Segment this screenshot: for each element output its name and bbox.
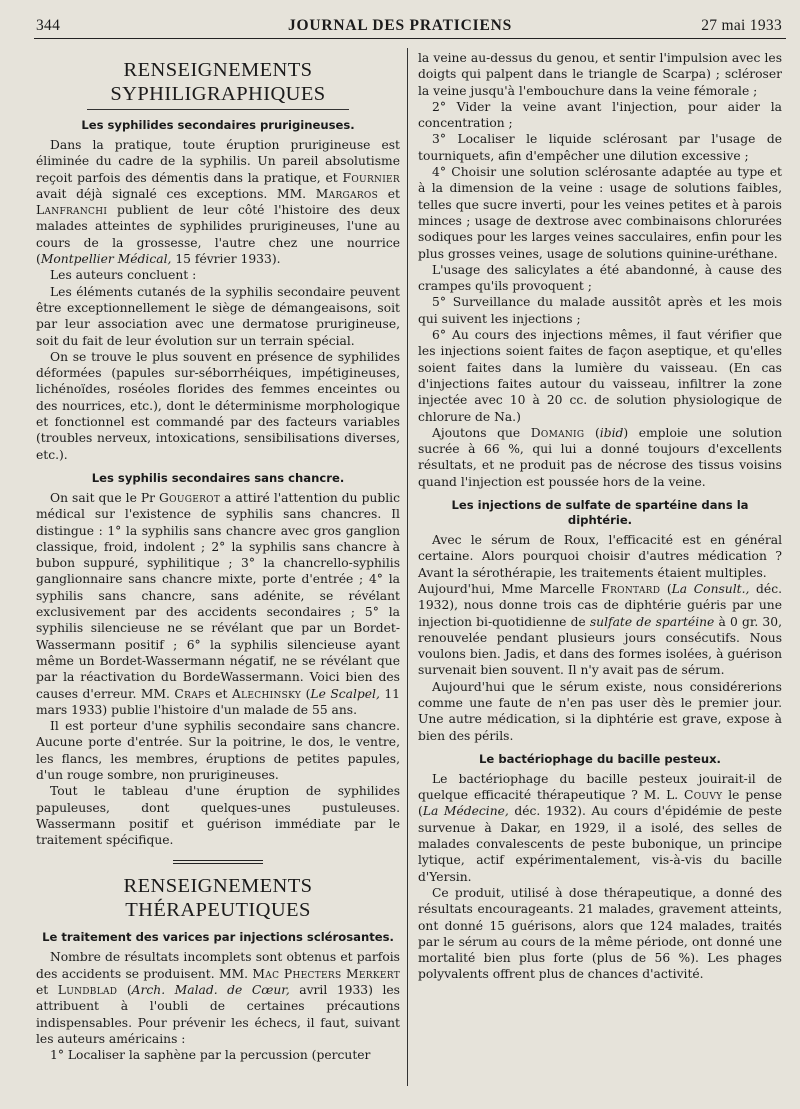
paragraph: Dans la pratique, toute éruption prurigineuse est éliminée du cadre de la syphilis. Un pareil absolutisme reçoit parfois des démentis dans la pratique, et Fournier avait déjà signalé ces exceptions. MM. Margaros et Lanfranchi publient de leur côté l'histoire des deux malades atteintes de syphilides prurigineuses, l'une au cours de la grossesse, l'autre chez une nourrice (Montpellier Médical, 15 février 1933). [36, 138, 400, 267]
paragraph: Nombre de résultats incomplets sont obtenus et parfois des accidents se produisent. MM. Mac Phecters Merkert et Lundblad (Arch. Malad. de Cœur, avril 1933) les attribuent à l'oubli de certaines précautions indispensables. Pour prévenir les échecs, il faut, suivant les auteurs américains : [36, 950, 400, 1046]
paragraph: L'usage des salicylates a été abandonné, à cause des crampes qu'ils provoquent ; [418, 262, 782, 294]
page-number: 344 [36, 17, 61, 34]
subheading-bacteriophage: Le bactériophage du bacille pesteux. [479, 751, 721, 766]
paragraph: Le bactériophage du bacille pesteux jouirait-il de quelque efficacité thérapeutique ? M. L. Couvy le pense (La Médecine, déc. 1932). Au cours d'épidémie de peste survenue à Dakar, en 1929, il a isolé, des selles de malades convalescents de peste bubonique, un principe lytique, actif expérimentalement, vis-à-vis du bacille d'Yersin. [418, 771, 782, 884]
paragraph: Les auteurs concluent : [50, 268, 197, 283]
section-rule [87, 109, 349, 110]
paragraph: Aujourd'hui, Mme Marcelle Frontard (La Consult., déc. 1932), nous donne trois cas de diphtérie guéris par une injection bi-quotidienne de sulfate de spartéine à 0 gr. 30, renouvelée pendant plusieurs jours consécutifs. Nous voulons bien. Jadis, et dans des formes isolées, à guérison survenait bien souvent. Il n'y avait pas de sérum. [418, 581, 782, 678]
subheading-spartéine: Les injections de sulfate de spartéine dans la diphtérie. [451, 498, 749, 528]
section-title-therapeutiques: RENSEIGNEMENTS THÉRAPEUTIQUES [123, 875, 313, 922]
header-rule [34, 38, 786, 39]
paragraph: Les éléments cutanés de la syphilis secondaire peuvent être exceptionnellement le siège de démangeaisons, soit par leur association avec une dermatose prurigineuse, soit du fait de leur évolution sur un terrain spécial. [36, 284, 400, 348]
paragraph: Il est porteur d'une syphilis secondaire sans chancre. Aucune porte d'entrée. Sur la poitrine, le dos, le ventre, les flancs, les membres, éruptions de petites papules, d'un rouge sombre, non prurigineuses. [36, 719, 400, 782]
section-divider [173, 860, 263, 864]
paragraph: On sait que le Pr Gougerot a attiré l'attention du public médical sur l'existence de syphilis sans chancres. Il distingue : 1° la syphilis sans chancre avec gros ganglion classique, froid, indolent ; 2° la syphilis sans chancre à bubon suppuré, syphilitique ; 3° la chancrello-syphilis ganglionnaire sans chancre mixte, porte d'entrée ; 4° la syphilis sans chancre, sans adénite, se révélant exclusivement par des accidents secondaires ; 5° la syphilis silencieuse ne se révélant que par un Bordet-Wassermann positif ; 6° la syphilis silencieuse ayant même un Bordet-Wassermann négatif, ne se révélant que par la réactivation du BordeWassermann. Voici bien des causes d'erreur. MM. Craps et Alechinsky (Le Scalpel, 11 mars 1933) publie l'histoire d'un malade de 55 ans. [36, 490, 401, 717]
subheading-syphilis-sans-chancre: Les syphilis secondaires sans chancre. [91, 470, 345, 485]
paragraph: On se trouve le plus souvent en présence de syphilides déformées (papules sur-séborrhéiques, impétigineuses, lichénoïdes, roséoles florides des femmes enceintes ou des nourrices, etc.), dont le déterminisme morphologique et fonctionnel est commandé par des facteurs variables (troubles nerveux, intoxications, sensibilisations diverses, etc.). [36, 349, 400, 462]
paragraph: 3° Localiser le liquide sclérosant par l'usage de tourniquets, afin d'empêcher une dilution excessive ; [418, 132, 782, 163]
section-title-syphiligraphiques: RENSEIGNEMENTS SYPHILIGRAPHIQUES [110, 59, 326, 105]
column-divider [407, 48, 408, 1086]
page-header [0, 14, 800, 38]
paragraph: Ce produit, utilisé à dose thérapeutique, a donné des résultats encourageants. 21 malades, gravement atteints, ont donné 15 guérisons, alors que 124 malades, traités par le sérum au cours de la même période, ont donné une mortalité bien plus forte (plus de 56 %). Les phages polyvalents offrent plus de chances d'activité. [418, 885, 782, 982]
paragraph: Tout le tableau d'une éruption de syphilides papuleuses, dont quelques-unes pustuleuses. Wassermann positif et guérison immédiate par le traitement spécifique. [36, 784, 400, 848]
issue-date: 27 mai 1933 [701, 17, 782, 34]
paragraph: la veine au-dessus du genou, et sentir l'impulsion avec les doigts qui palpent dans le triangle de Scarpa) ; scléroser la veine jusqu'à l'embouchure dans la veine fémorale ; [418, 51, 782, 98]
paragraph: Ajoutons que Domanig (ibid) emploie une solution sucrée à 66 %, qui lui a donné toujours d'excellents résultats, et ne produit pas de nécrose des tissus voisins quand l'injection est poussée hors de la veine. [418, 425, 783, 489]
left-column [36, 50, 400, 1064]
paragraph: Avec le sérum de Roux, l'efficacité est en général certaine. Alors pourquoi choisir d'autres médication ? Avant la sérothérapie, les traitements étaient multiples. [418, 533, 782, 580]
paragraph: 2° Vider la veine avant l'injection, pour aider la concentration ; [418, 99, 782, 131]
subheading-syphilides-prurigineuses: Les syphilides secondaires prurigineuses. [81, 118, 355, 132]
paragraph: Aujourd'hui que le sérum existe, nous considérerions comme une faute de n'en pas user dès le premier jour. Une autre médication, si la diphtérie est grave, expose à bien des périls. [418, 679, 782, 743]
journal-title: JOURNAL DES PRATICIENS [287, 17, 513, 34]
paragraph: 1° Localiser la saphène par la percussion (percuter [50, 1048, 371, 1063]
paragraph: 6° Au cours des injections mêmes, il faut vérifier que les injections soient faites de façon aseptique, et qu'elles soient faites dans la lumière du vaisseau. (En cas d'injections faites autour du vaisseau, infiltrer la zone injectée avec 10 à 20 cc. de solution physiologique de chlorure de Na.) [418, 328, 782, 424]
subheading-varices: Le traitement des varices par injections sclérosantes. [42, 930, 394, 945]
right-column [418, 50, 782, 983]
paragraph: 4° Choisir une solution sclérosante adaptée au type et à la dimension de la veine : usage de solutions faibles, telles que sucre inverti, pour les veines petites et à parois minces ; usage de dextrose avec combinaisons chlorurées sodiques pour les larges veines sacculaires, enfin pour les plus grosses veines, usage de solutions quinine-uréthane. [418, 165, 782, 261]
paragraph: 5° Surveillance du malade aussitôt après et les mois qui suivent les injections ; [418, 295, 782, 326]
